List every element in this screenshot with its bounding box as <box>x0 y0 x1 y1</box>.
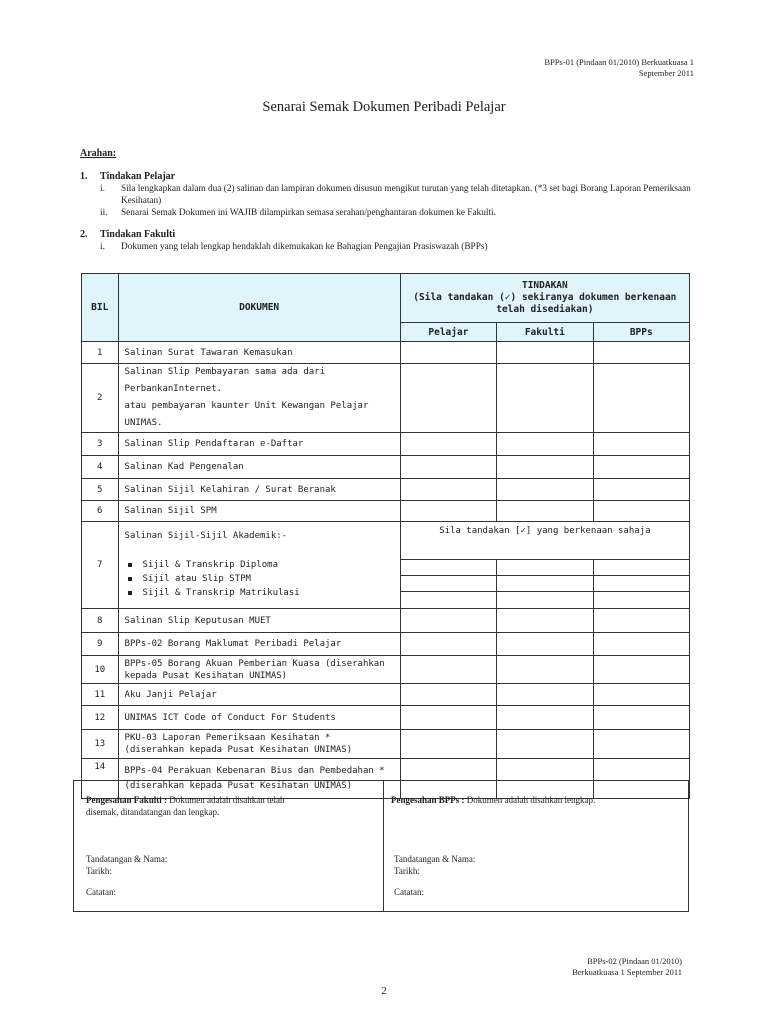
row-number: 9 <box>82 633 119 656</box>
page-number: 2 <box>381 985 387 997</box>
reference-line-2: September 2011 <box>638 68 694 78</box>
footer-reference-line-2: Berkuatkuasa 1 September 2011 <box>572 967 682 977</box>
table-row <box>82 364 690 433</box>
header-bil: BIL <box>82 274 119 342</box>
row-document-line-1: BPPs-04 Perakuan Kebenaran Bius dan Pembedahan * <box>124 765 385 776</box>
checkbox-pelajar[interactable] <box>400 656 496 684</box>
checkbox-pelajar[interactable] <box>400 576 496 592</box>
row-number: 7 <box>82 522 119 609</box>
instruction-item <box>100 241 700 253</box>
checkbox-bpps[interactable] <box>593 576 689 592</box>
row-number: 8 <box>82 609 119 633</box>
checkbox-pelajar[interactable] <box>400 433 496 456</box>
row-number: 3 <box>82 433 119 456</box>
row-number: 11 <box>82 684 119 706</box>
table-row <box>82 609 690 633</box>
checkbox-pelajar[interactable] <box>400 479 496 501</box>
row-note: Sila tandakan [✓] yang berkenaan sahaja <box>400 522 689 560</box>
checkbox-bpps[interactable] <box>593 706 689 730</box>
row-document-line-1: BPPs-05 Borang Akuan Pemberian Kuasa (diserahkan <box>124 658 385 669</box>
academic-certificate-list <box>125 558 400 600</box>
checkbox-bpps[interactable] <box>593 684 689 706</box>
header-tindakan-instruction-cont: telah disediakan) <box>496 304 594 315</box>
header-tindakan <box>400 274 689 323</box>
notes-label: Catatan: <box>86 887 116 897</box>
row-document-title: Salinan Sijil-Sijil Akademik:- <box>124 531 288 541</box>
checkbox-fakulti[interactable] <box>497 456 593 479</box>
checkbox-fakulti[interactable] <box>497 560 593 576</box>
table-row <box>82 522 690 560</box>
item-roman: i. <box>100 184 105 194</box>
checkbox-bpps[interactable] <box>593 456 689 479</box>
row-document: Salinan Sijil Kelahiran / Surat Beranak <box>118 479 400 501</box>
checkbox-bpps[interactable] <box>593 342 689 364</box>
checkbox-bpps[interactable] <box>593 560 689 576</box>
checkbox-pelajar[interactable] <box>400 684 496 706</box>
table-row <box>82 433 690 456</box>
checkbox-fakulti[interactable] <box>497 592 593 609</box>
checkbox-fakulti[interactable] <box>497 364 593 433</box>
checkbox-bpps[interactable] <box>593 592 689 609</box>
faculty-confirmation-label: Pengesahan Fakulti : <box>86 795 168 805</box>
instruction-item <box>100 183 700 207</box>
list-item: Sijil & Transkrip Matrikulasi <box>125 586 400 600</box>
signature-label: Tandatangan & Nama: <box>394 854 476 864</box>
section-tindakan-fakulti <box>80 228 700 241</box>
checkbox-pelajar[interactable] <box>400 560 496 576</box>
section-number: 1. <box>80 171 88 182</box>
bpps-signature-block <box>394 853 475 877</box>
date-label: Tarikh: <box>86 866 112 876</box>
checkbox-fakulti[interactable] <box>497 706 593 730</box>
checkbox-bpps[interactable] <box>593 479 689 501</box>
checkbox-fakulti[interactable] <box>497 609 593 633</box>
item-roman: ii. <box>100 208 108 218</box>
header-pelajar: Pelajar <box>400 323 496 342</box>
row-document <box>118 656 400 684</box>
checkbox-fakulti[interactable] <box>497 656 593 684</box>
row-document: Salinan Kad Pengenalan <box>118 456 400 479</box>
faculty-signature-block <box>86 853 167 877</box>
header-fakulti: Fakulti <box>497 323 593 342</box>
table-row <box>82 501 690 522</box>
date-label: Tarikh: <box>394 866 420 876</box>
table-row <box>82 633 690 656</box>
table-row <box>82 479 690 501</box>
checkbox-fakulti[interactable] <box>497 433 593 456</box>
checkbox-pelajar[interactable] <box>400 342 496 364</box>
item-text: Senarai Semak Dokumen ini WAJIB dilampirkan semasa serahan/penghantaran dokumen ke Fakulti. <box>121 208 496 218</box>
bpps-confirmation-label: Pengesahan BPPs : <box>391 795 465 805</box>
faculty-confirmation <box>74 781 383 911</box>
row-document-line-2: kepada Pusat Kesihatan UNIMAS) <box>124 670 288 681</box>
checkbox-bpps[interactable] <box>593 501 689 522</box>
header-dokumen: DOKUMEN <box>118 274 400 342</box>
checkbox-fakulti[interactable] <box>497 684 593 706</box>
item-roman: i. <box>100 242 105 252</box>
table-row <box>82 342 690 364</box>
header-bpps: BPPs <box>593 323 689 342</box>
instructions <box>80 147 700 253</box>
checkbox-pelajar[interactable] <box>400 456 496 479</box>
checkbox-bpps[interactable] <box>593 364 689 433</box>
table-row <box>82 730 690 759</box>
row-number: 13 <box>82 730 119 759</box>
row-document: Salinan Slip Keputusan MUET <box>118 609 400 633</box>
checkbox-bpps[interactable] <box>593 609 689 633</box>
checkbox-pelajar[interactable] <box>400 501 496 522</box>
row-document: Aku Janji Pelajar <box>118 684 400 706</box>
reference-line-1: BPPs-01 (Pindaan 01/2010) Berkuatkuasa 1 <box>544 57 694 67</box>
list-item: Sijil atau Slip STPM <box>125 572 400 586</box>
row-document-line-2: (diserahkan kepada Pusat Kesihatan UNIMAS) <box>124 780 353 791</box>
row-document <box>118 730 400 759</box>
row-document-line-2: (diserahkan kepada Pusat Kesihatan UNIMAS) <box>124 745 353 755</box>
signature-label: Tandatangan & Nama: <box>86 854 168 864</box>
checkbox-fakulti[interactable] <box>497 633 593 656</box>
row-document: Salinan Sijil SPM <box>118 501 400 522</box>
row-number: 2 <box>82 364 119 433</box>
row-number: 6 <box>82 501 119 522</box>
table-row <box>82 456 690 479</box>
checkbox-bpps[interactable] <box>593 730 689 759</box>
table-row <box>82 656 690 684</box>
checkbox-pelajar[interactable] <box>400 633 496 656</box>
row-number: 5 <box>82 479 119 501</box>
row-number: 4 <box>82 456 119 479</box>
checkbox-fakulti[interactable] <box>497 576 593 592</box>
row-document-line-2: atau pembayaran kaunter Unit Kewangan Pelajar UNIMAS. <box>124 401 369 428</box>
row-number: 14 <box>82 759 119 799</box>
table-row <box>82 684 690 706</box>
checkbox-fakulti[interactable] <box>497 501 593 522</box>
checkbox-pelajar[interactable] <box>400 609 496 633</box>
section-title: Tindakan Fakulti <box>100 229 176 240</box>
header-tindakan-title: TINDAKAN <box>521 280 568 291</box>
row-document-line-1: PKU-03 Laporan Pemeriksaan Kesihatan * <box>124 733 331 743</box>
checkbox-bpps[interactable] <box>593 633 689 656</box>
checkbox-bpps[interactable] <box>593 656 689 684</box>
checkbox-pelajar[interactable] <box>400 730 496 759</box>
faculty-confirmation-text-cont: disemak, ditandatangan dan lengkap. <box>86 807 220 817</box>
row-document: Salinan Slip Pendaftaran e-Daftar <box>118 433 400 456</box>
checkbox-pelajar[interactable] <box>400 364 496 433</box>
instruction-item <box>100 207 700 219</box>
section-tindakan-pelajar <box>80 170 700 183</box>
checkbox-fakulti[interactable] <box>497 342 593 364</box>
row-number: 1 <box>82 342 119 364</box>
row-document-line-1: Salinan Slip Pembayaran sama ada dari PerbankanInternet. <box>124 367 326 394</box>
row-number: 10 <box>82 656 119 684</box>
row-document: UNIMAS ICT Code of Conduct For Students <box>118 706 400 730</box>
row-document: Salinan Surat Tawaran Kemasukan <box>118 342 400 364</box>
checkbox-bpps[interactable] <box>593 433 689 456</box>
document-reference <box>544 57 694 79</box>
faculty-confirmation-text: Dokumen adalah disahkan telah <box>169 795 285 805</box>
row-number: 12 <box>82 706 119 730</box>
table-row <box>82 706 690 730</box>
item-text: Dokumen yang telah lengkap hendaklah dikemukakan ke Bahagian Pengajian Prasiswazah (BPPs) <box>121 242 488 252</box>
page-title: Senarai Semak Dokumen Peribadi Pelajar <box>262 99 506 115</box>
list-item: Sijil & Transkrip Diploma <box>125 558 400 572</box>
bpps-confirmation <box>383 781 688 911</box>
header-tindakan-instruction: (Sila tandakan (✓) sekiranya dokumen berkenaan <box>413 292 677 303</box>
checkbox-pelajar[interactable] <box>400 706 496 730</box>
notes-label: Catatan: <box>394 887 424 897</box>
checkbox-pelajar[interactable] <box>400 592 496 609</box>
instructions-heading: Arahan: <box>80 148 117 159</box>
footer-reference-line-1: BPPs-02 (Pindaan 01/2010) <box>587 956 682 966</box>
section-number: 2. <box>80 229 88 240</box>
checkbox-fakulti[interactable] <box>497 479 593 501</box>
row-document: BPPs-02 Borang Maklumat Peribadi Pelajar <box>118 633 400 656</box>
section-title: Tindakan Pelajar <box>100 171 176 182</box>
item-text: Sila lengkapkan dalam dua (2) salinan dan lampiran dokumen disusun mengikut turutan yang telah ditetapkan. (*3 set bagi Borang Laporan Pemeriksaan Kesihatan) <box>121 184 691 206</box>
footer-reference <box>572 956 682 978</box>
checkbox-fakulti[interactable] <box>497 730 593 759</box>
checklist-table <box>81 273 690 799</box>
bpps-confirmation-text: Dokumen adalah disahkan lengkap. <box>466 795 596 805</box>
row-document <box>118 522 400 609</box>
row-document <box>118 364 400 433</box>
confirmation-box <box>73 780 689 912</box>
